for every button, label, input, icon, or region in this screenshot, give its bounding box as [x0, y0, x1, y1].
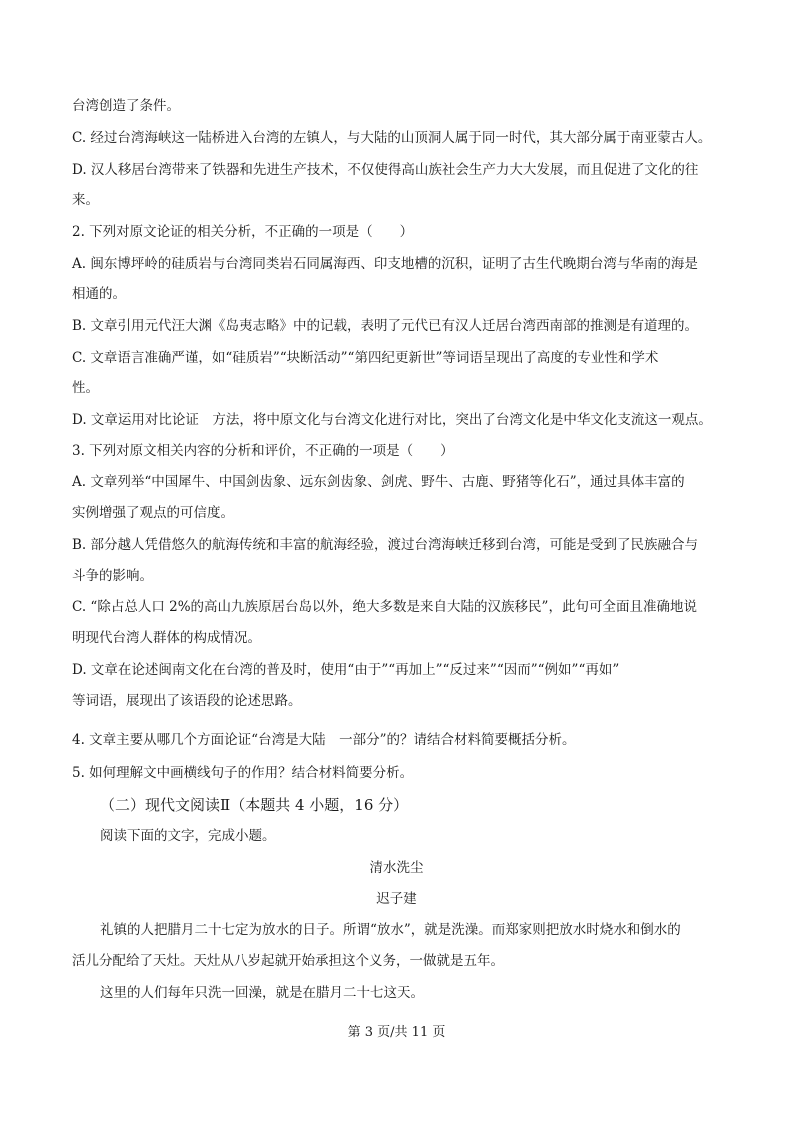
option-b: B. 部分越人凭借悠久的航海传统和丰富的航海经验，渡过台湾海峡迁移到台湾，可能是受到了民族融合与: [72, 537, 699, 553]
option-b: B. 文章引用元代汪大渊《岛夷志略》中的记载，表明了元代已有汉人迁居台湾西南部的推测是有道理的。: [72, 318, 699, 334]
question-3: 3. 下列对原文相关内容的分析和评价，不正确的一项是（ ）: [72, 443, 454, 459]
question-2: 2. 下列对原文论证的相关分析，不正确的一项是（ ）: [72, 224, 414, 240]
story-paragraph: 礼镇的人把腊月二十七定为放水的日子。所谓“放水”，就是洗澡。而郑家则把放水时烧水和倒水的: [100, 922, 681, 938]
option-a: A. 文章列举“中国犀牛、中国剑齿象、远东剑齿象、剑虎、野牛、古鹿、野猪等化石”，通过具体丰富的: [72, 474, 685, 490]
text-line: 实例增强了观点的可信度。: [72, 505, 234, 521]
option-d: D. 汉人移居台湾带来了铁器和先进生产技术，不仅使得高山族社会生产力大大发展，而且促进了文化的往: [72, 162, 699, 178]
question-4: 4. 文章主要从哪几个方面论证“台湾是大陆 一部分”的？请结合材料简要概括分析。: [72, 732, 576, 748]
text-line: 来。: [72, 192, 99, 208]
page-footer: 第 3 页/共 11 页: [347, 1025, 446, 1040]
option-c: C. “除占总人口 2%的高山九族原居台岛以外，绝大多数是来自大陆的汉族移民”，此句可全面且准确地说: [72, 599, 697, 615]
story-paragraph: 这里的人们每年只洗一回澡，就是在腊月二十七这天。: [100, 985, 424, 1001]
text-line: 斗争的影响。: [72, 568, 153, 584]
text-line: 台湾创造了条件。: [72, 98, 180, 114]
option-a: A. 闽东博坪岭的硅质岩与台湾同类岩石同属海西、印支地槽的沉积，证明了古生代晚期台湾与华南的海是: [72, 256, 698, 272]
option-d: D. 文章运用对比论证 方法，将中原文化与台湾文化进行对比，突出了台湾文化是中华文化支流这一观点。: [72, 412, 712, 428]
text-line: 相通的。: [72, 286, 126, 302]
option-c: C. 经过台湾海峡这一陆桥进入台湾的左镇人，与大陆的山顶洞人属于同一时代，其大部分属于南亚蒙古人。: [72, 130, 712, 146]
text-line: 等词语，展现出了该语段的论述思路。: [72, 693, 302, 709]
story-paragraph-continued: 活儿分配给了天灶。天灶从八岁起就开始承担这个义务，一做就是五年。: [72, 953, 504, 969]
option-c: C. 文章语言准确严谨，如“硅质岩”“块断活动”“第四纪更新世”等词语呈现出了高度的专业性和学术: [72, 350, 659, 366]
text-line: 明现代台湾人群体的构成情况。: [72, 630, 261, 646]
section-heading: （二）现代文阅读Ⅱ（本题共 4 小题，16 分）: [100, 796, 409, 814]
text-line: 性。: [72, 380, 99, 396]
reading-instruction: 阅读下面的文字，完成小题。: [100, 828, 276, 844]
option-d: D. 文章在论述闽南文化在台湾的普及时，使用“由于”“再加上”“反过来”“因而”“例如”“再如”: [72, 662, 620, 678]
story-title: 清水洗尘: [369, 860, 424, 876]
question-5: 5. 如何理解文中画横线句子的作用？结合材料简要分析。: [72, 765, 414, 781]
story-author: 迟子建: [376, 891, 417, 907]
